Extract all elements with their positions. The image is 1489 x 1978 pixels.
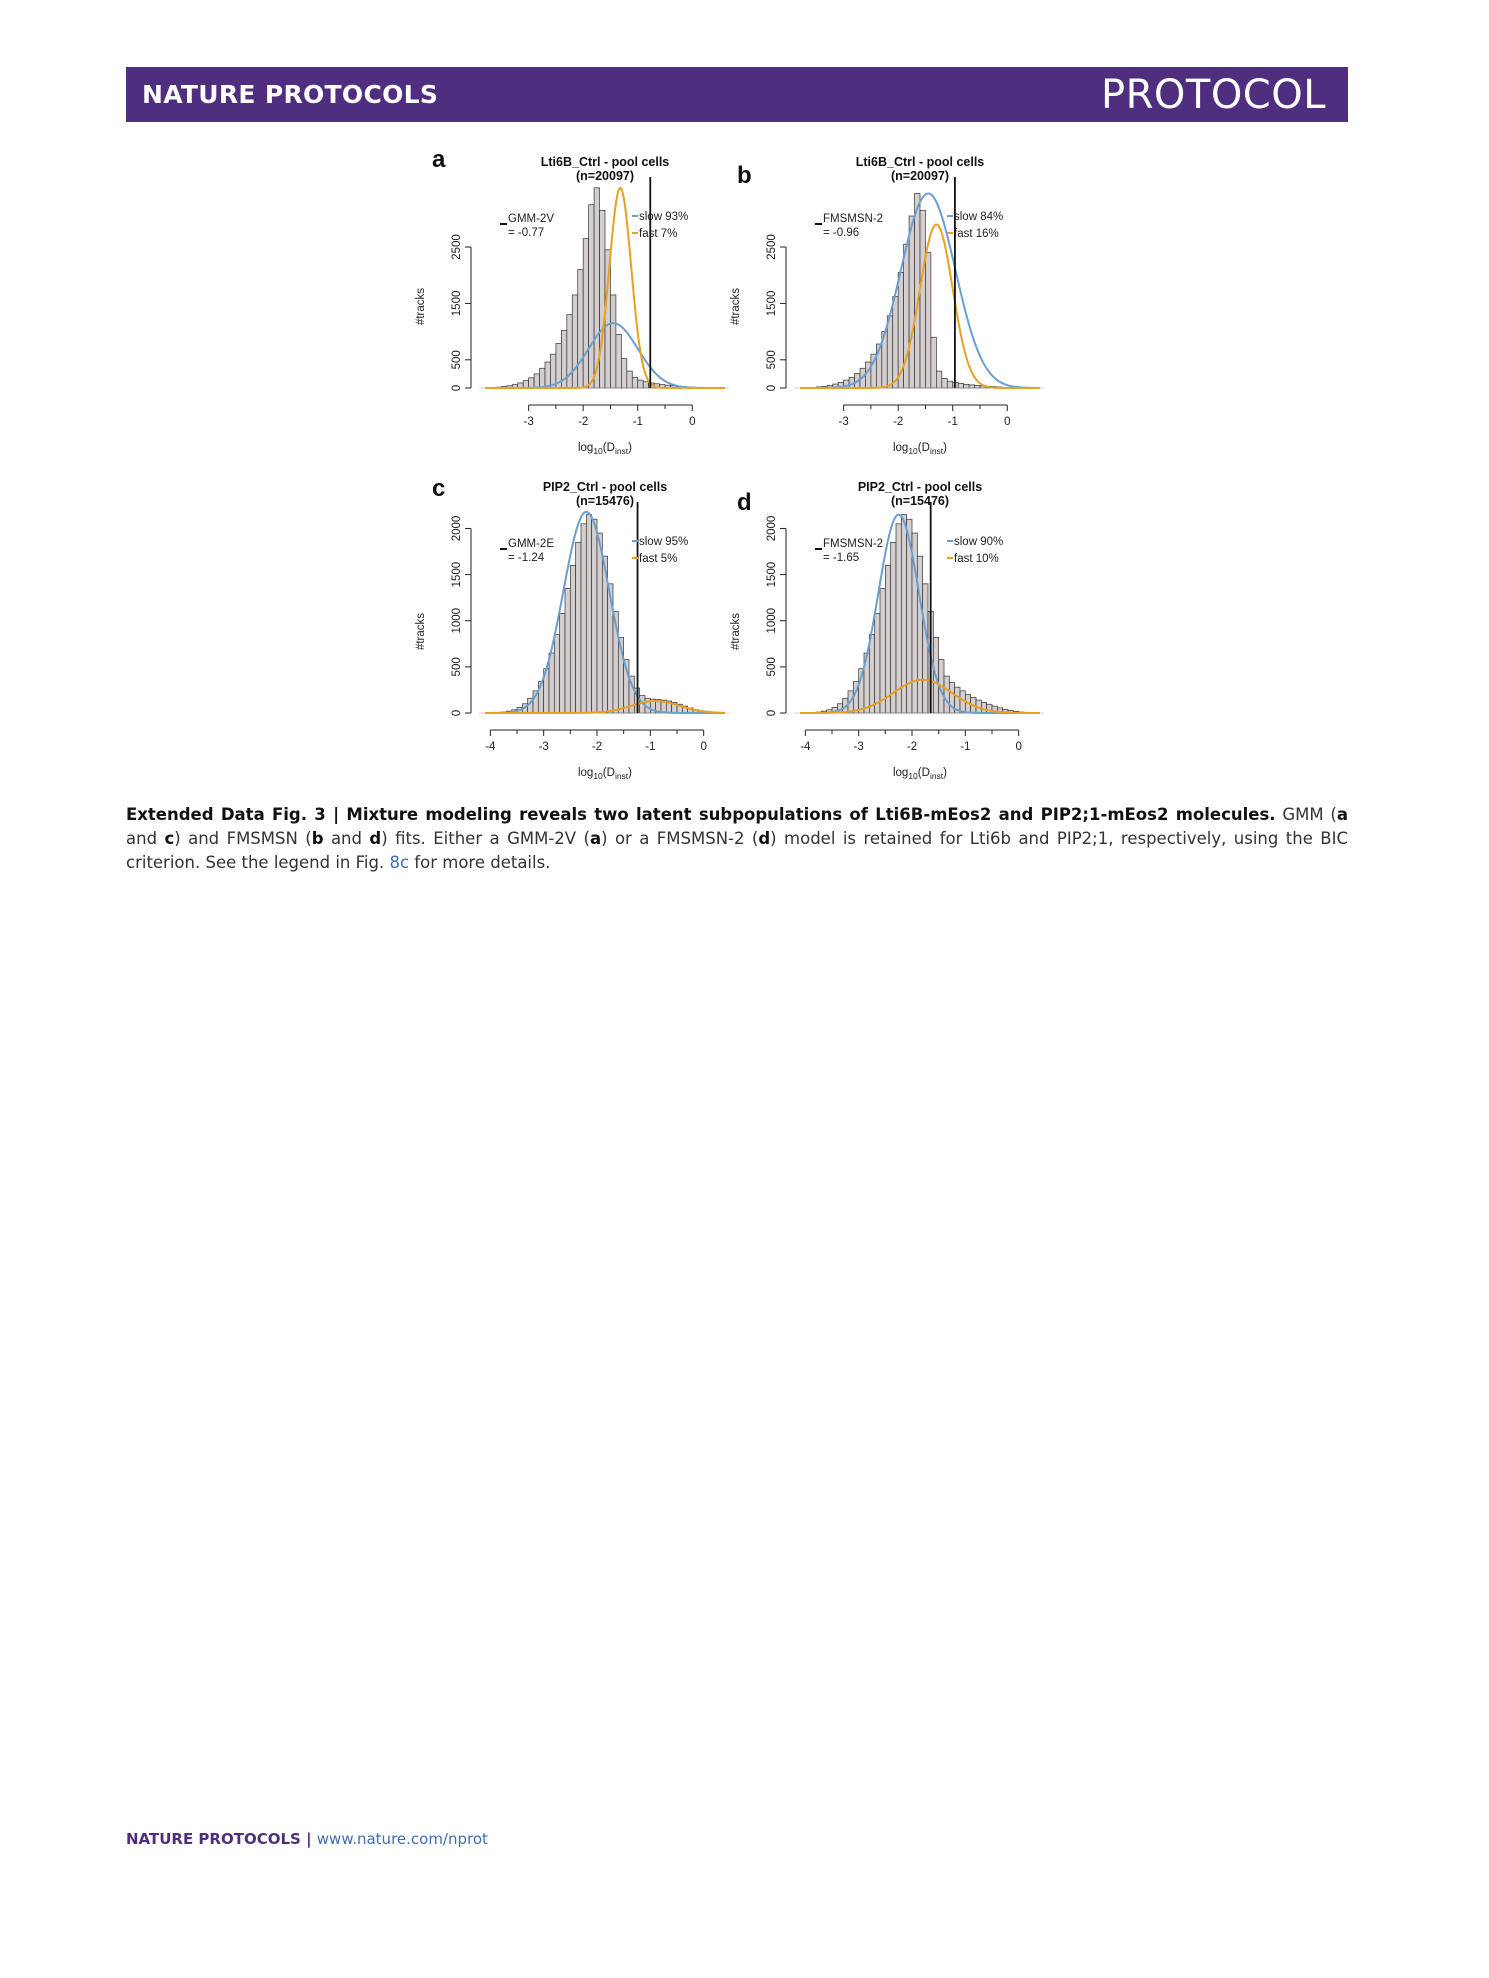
x-tick-label: -1: [947, 416, 958, 428]
model-name: GMM-2V: [508, 213, 554, 225]
x-axis-label: $\log_{10}(D_{inst})$: [892, 442, 948, 456]
model-threshold: = -0.77: [508, 227, 545, 239]
chart-title: Lti6B_Ctrl - pool cells: [855, 155, 985, 169]
histogram-bar: [570, 565, 575, 713]
x-tick-label: 0: [689, 416, 696, 428]
histogram-bar: [909, 216, 914, 388]
legend-label: fast 10%: [954, 553, 999, 565]
histogram-bar: [865, 362, 870, 388]
chart-subtitle: (n=20097): [890, 169, 950, 183]
histogram-bar: [901, 515, 906, 713]
y-tick-label: 2000: [451, 515, 463, 542]
legend-label: slow 90%: [954, 536, 1004, 548]
histogram-bar: [964, 384, 969, 388]
histogram-bar: [627, 371, 632, 388]
model-threshold: = -1.24: [508, 552, 545, 564]
model-name: GMM-2E: [508, 538, 554, 550]
caption-label: Extended Data Fig. 3 | Mixture modeling reveals two latent subpopulations of Lti6B-mEos2 and PIP2;1-mEos2 molecules.: [126, 805, 1276, 824]
journal-name: NATURE PROTOCOLS: [142, 80, 439, 109]
figure: [410, 140, 1070, 794]
histogram-bar: [638, 380, 643, 388]
histogram-bar: [586, 515, 591, 713]
legend-label: slow 84%: [954, 211, 1004, 223]
panel-b: [730, 155, 1044, 456]
caption-panel-ref: d: [369, 829, 382, 848]
chart-title: PIP2_Ctrl - pool cells: [857, 480, 983, 494]
histogram-bar: [958, 383, 963, 388]
model-name: FMSMSN-2: [823, 213, 884, 225]
x-tick-label: 0: [1015, 741, 1022, 753]
histogram-bar: [554, 635, 559, 713]
x-tick-label: -1: [960, 741, 971, 753]
x-tick-label: -4: [800, 741, 811, 753]
histogram-bar: [891, 542, 896, 713]
y-tick-label: 2000: [766, 515, 778, 542]
histogram-bar: [610, 295, 615, 388]
histogram-bar: [923, 584, 928, 713]
y-tick-label: 0: [766, 384, 778, 392]
histogram-bar: [936, 371, 941, 388]
y-axis-label: #tracks: [415, 612, 427, 651]
legend-label: fast 7%: [639, 228, 678, 240]
x-tick-label: -2: [893, 416, 904, 428]
x-tick-label: -3: [538, 741, 549, 753]
panel-c: [415, 475, 729, 781]
caption-text: ) model is retained for Lti6b and PIP2;1, respectively, using the BIC criterion. See the legend in Fig.: [126, 829, 1348, 872]
panel-letter: c: [432, 475, 446, 502]
model-threshold: = -0.96: [823, 227, 860, 239]
histogram-bar: [592, 519, 597, 713]
legend-label: slow 93%: [639, 211, 689, 223]
histogram-bar: [880, 588, 885, 713]
panel-letter: b: [737, 162, 752, 189]
y-tick-label: 1000: [451, 607, 463, 634]
histogram-bar: [600, 210, 605, 388]
panel-d: [730, 480, 1044, 781]
y-axis-label: #tracks: [730, 612, 742, 651]
chart-subtitle: (n=15476): [575, 494, 635, 508]
x-tick-label: -1: [645, 741, 656, 753]
histogram-bar: [560, 613, 565, 713]
y-tick-label: 0: [451, 384, 463, 392]
x-tick-label: -3: [523, 416, 534, 428]
caption-text: ) or a FMSMSN-2 (: [601, 829, 759, 848]
x-tick-label: -2: [578, 416, 589, 428]
legend-label: slow 95%: [639, 536, 689, 548]
y-axis-label: #tracks: [730, 287, 742, 326]
figure-reference-link[interactable]: 8c: [389, 853, 410, 872]
y-tick-label: 0: [766, 709, 778, 717]
y-tick-label: 2500: [451, 234, 463, 260]
caption-text: and: [126, 829, 165, 848]
chart-title: Lti6B_Ctrl - pool cells: [540, 155, 670, 169]
caption-text: for more details.: [409, 853, 551, 872]
histogram-bar: [931, 337, 936, 388]
figure-caption: [126, 803, 1348, 875]
histogram-bar: [545, 362, 550, 388]
histogram-bar: [534, 374, 539, 388]
histogram-bar: [540, 368, 545, 388]
x-tick-label: -3: [838, 416, 849, 428]
histogram-bar: [589, 205, 594, 388]
histogram-bar: [616, 334, 621, 388]
histogram-bar: [925, 253, 930, 388]
section-label: PROTOCOL: [1100, 72, 1326, 118]
histogram-bar: [621, 359, 626, 388]
caption-panel-ref: c: [164, 829, 175, 848]
histogram-bar: [565, 588, 570, 713]
histogram-bar: [944, 676, 949, 713]
footer-url-link[interactable]: www.nature.com/nprot: [316, 1830, 488, 1848]
histogram-bar: [576, 542, 581, 713]
y-tick-label: 1500: [766, 561, 778, 588]
y-tick-label: 1500: [451, 561, 463, 588]
y-axis-label: #tracks: [415, 287, 427, 326]
histogram-bar: [917, 556, 922, 713]
y-tick-label: 2500: [766, 234, 778, 260]
histogram-bar: [550, 354, 555, 388]
histogram-bar: [969, 385, 974, 388]
figure-svg: [410, 140, 1070, 790]
histogram-bar: [583, 239, 588, 388]
panel-letter: a: [432, 146, 446, 173]
chart-subtitle: (n=20097): [575, 169, 635, 183]
histogram-bar: [875, 613, 880, 713]
histogram-bar: [581, 524, 586, 713]
histogram-bar: [549, 653, 554, 713]
legend-label: fast 5%: [639, 553, 678, 565]
histogram-bar: [572, 295, 577, 388]
histogram-bar: [942, 378, 947, 388]
x-tick-label: -3: [853, 741, 864, 753]
model-name: FMSMSN-2: [823, 538, 884, 550]
chart-subtitle: (n=15476): [890, 494, 950, 508]
y-tick-label: 1500: [766, 290, 778, 317]
panel-letter: d: [737, 489, 752, 516]
caption-text: ) and FMSMSN (: [174, 829, 312, 848]
histogram-bar: [869, 635, 874, 713]
x-tick-label: -1: [632, 416, 643, 428]
chart-title: PIP2_Ctrl - pool cells: [542, 480, 668, 494]
y-tick-label: 1500: [451, 290, 463, 317]
x-tick-label: 0: [700, 741, 707, 753]
histogram-bar: [578, 270, 583, 388]
y-tick-label: 0: [451, 709, 463, 717]
x-tick-label: -2: [906, 741, 918, 753]
caption-text: and: [323, 829, 370, 848]
histogram-bar: [975, 385, 980, 388]
histogram-bar: [920, 210, 925, 388]
panel-a: [415, 146, 729, 456]
histogram-bar: [597, 533, 602, 713]
x-tick-label: -4: [485, 741, 496, 753]
y-tick-label: 500: [451, 657, 463, 677]
footer: [126, 1830, 488, 1848]
x-axis-label: $\log_{10}(D_{inst})$: [577, 767, 633, 781]
y-tick-label: 500: [766, 657, 778, 677]
caption-panel-ref: a: [589, 829, 602, 848]
x-axis-label: $\log_{10}(D_{inst})$: [577, 442, 633, 456]
footer-journal: NATURE PROTOCOLS: [126, 1830, 301, 1848]
footer-separator: |: [300, 1830, 317, 1848]
histogram-bar: [893, 297, 898, 388]
caption-panel-ref: d: [758, 829, 771, 848]
histogram-bar: [529, 378, 534, 388]
legend-label: fast 16%: [954, 228, 999, 240]
histogram-bar: [947, 381, 952, 388]
caption-panel-ref: b: [311, 829, 324, 848]
histogram-bar: [896, 524, 901, 713]
y-tick-label: 500: [766, 350, 778, 370]
histogram-bar: [885, 565, 890, 713]
caption-text: GMM (: [1275, 805, 1337, 824]
x-axis-label: $\log_{10}(D_{inst})$: [892, 767, 948, 781]
histogram-bar: [632, 377, 637, 388]
x-tick-label: -2: [591, 741, 603, 753]
histogram-bar: [887, 316, 892, 388]
x-tick-label: 0: [1004, 416, 1011, 428]
histogram-bar: [643, 382, 648, 388]
header-bar: [126, 67, 1348, 122]
model-threshold: = -1.65: [823, 552, 860, 564]
y-tick-label: 1000: [766, 607, 778, 634]
caption-text: ) fits. Either a GMM-2V (: [381, 829, 590, 848]
caption-panel-ref: a: [1336, 805, 1349, 824]
y-tick-label: 500: [451, 350, 463, 370]
